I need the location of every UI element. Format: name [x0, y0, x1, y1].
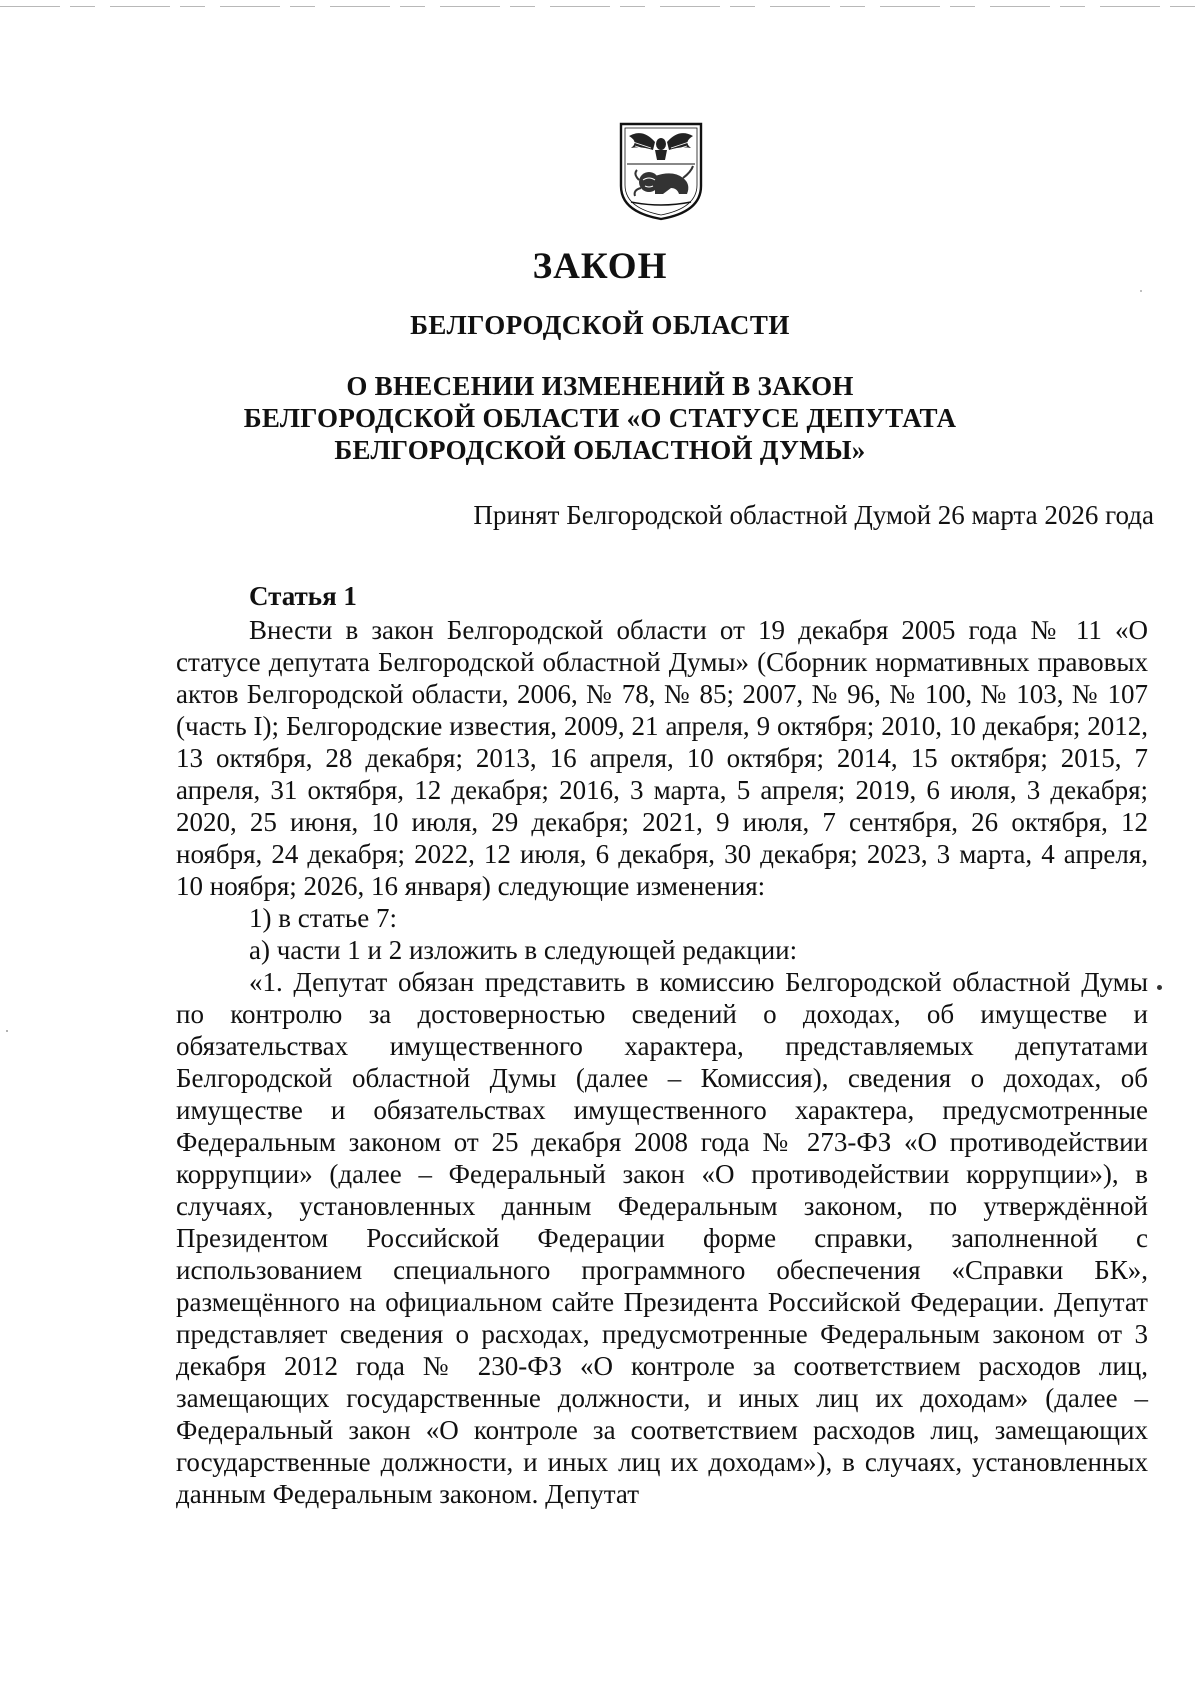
subject-line: БЕЛГОРОДСКОЙ ОБЛАСТНОЙ ДУМЫ»: [334, 435, 866, 465]
scan-speck: [1140, 290, 1142, 292]
scan-edge-line: [0, 6, 1200, 7]
coat-of-arms-emblem: [617, 120, 705, 222]
document-title: ЗАКОН: [532, 246, 668, 287]
scan-speck: [1157, 985, 1162, 990]
adoption-note: Принят Белгородской областной Думой 26 марта 2026 года: [473, 500, 1154, 530]
eagle-icon: [629, 133, 693, 160]
article-intro-paragraph: Внести в закон Белгородской области от 19 декабря 2005 года № 11 «О статусе депутата Белгородской областной Думы» (Сборник нормативных правовых актов Белгородской области, 2006, № 78, № 85; 2007, № 96, № 100, № 103, № 107 (часть I); Белгородские известия, 2009, 21 апреля, 9 октября; 2010, 10 декабря; 2012, 13 октября, 28 декабря; 2013, 16 апреля, 10 октября; 2014, 15 октября; 2015, 7 апреля, 31 октября, 12 декабря; 2016, 3 марта, 5 апреля; 2019, 6 июля, 3 декабря; 2020, 25 июня, 10 июля, 29 декабря; 2021, 9 июля, 7 сентября, 26 октября, 12 ноября, 24 декабря; 2022, 12 июля, 6 декабря, 30 декабря; 2023, 3 марта, 4 апреля, 10 ноября; 2026, 16 января) следующие изменения:: [176, 615, 1148, 901]
scan-speck: [6, 1030, 8, 1032]
subject-line: БЕЛГОРОДСКОЙ ОБЛАСТИ «О СТАТУСЕ ДЕПУТАТА: [243, 403, 957, 433]
amendment-subitem: а) части 1 и 2 изложить в следующей редакции:: [249, 935, 798, 965]
subject-line: О ВНЕСЕНИИ ИЗМЕНЕНИЙ В ЗАКОН: [346, 371, 854, 401]
document-body: [176, 580, 1148, 1510]
amendment-item: 1) в статье 7:: [249, 903, 397, 933]
lion-icon: [635, 166, 693, 196]
article-heading: Статья 1: [249, 581, 357, 611]
document-subject: [0, 370, 1200, 466]
document-region: БЕЛГОРОДСКОЙ ОБЛАСТИ: [410, 310, 790, 340]
amended-part-text: «1. Депутат обязан представить в комиссию Белгородской областной Думы по контролю за достоверностью сведений о доходах, об имуществе и обязательствах имущественного характера, представляемых депутатами Белгородской областной Думы (далее – Комиссия), сведения о доходах, об имуществе и обязательствах имущественного характера, предусмотренные Федеральным законом от 25 декабря 2008 года № 273-ФЗ «О противодействии коррупции» (далее – Федеральный закон «О противодействии коррупции»), в случаях, установленных данным Федеральным законом, по утверждённой Президентом Российской Федерации форме справки, заполненной с использованием специального программного обеспечения «Справки БК», размещённого на официальном сайте Президента Российской Федерации. Депутат представляет сведения о расходах, предусмотренные Федеральным законом от 3 декабря 2012 года № 230-ФЗ «О контроле за соответствием расходов лиц, замещающих государственные должности, и иных лиц их доходам» (далее – Федеральный закон «О контроле за соответствием расходов лиц, замещающих государственные должности, и иных лиц их доходам»), в случаях, установленных данным Федеральным законом. Депутат: [176, 967, 1148, 1509]
